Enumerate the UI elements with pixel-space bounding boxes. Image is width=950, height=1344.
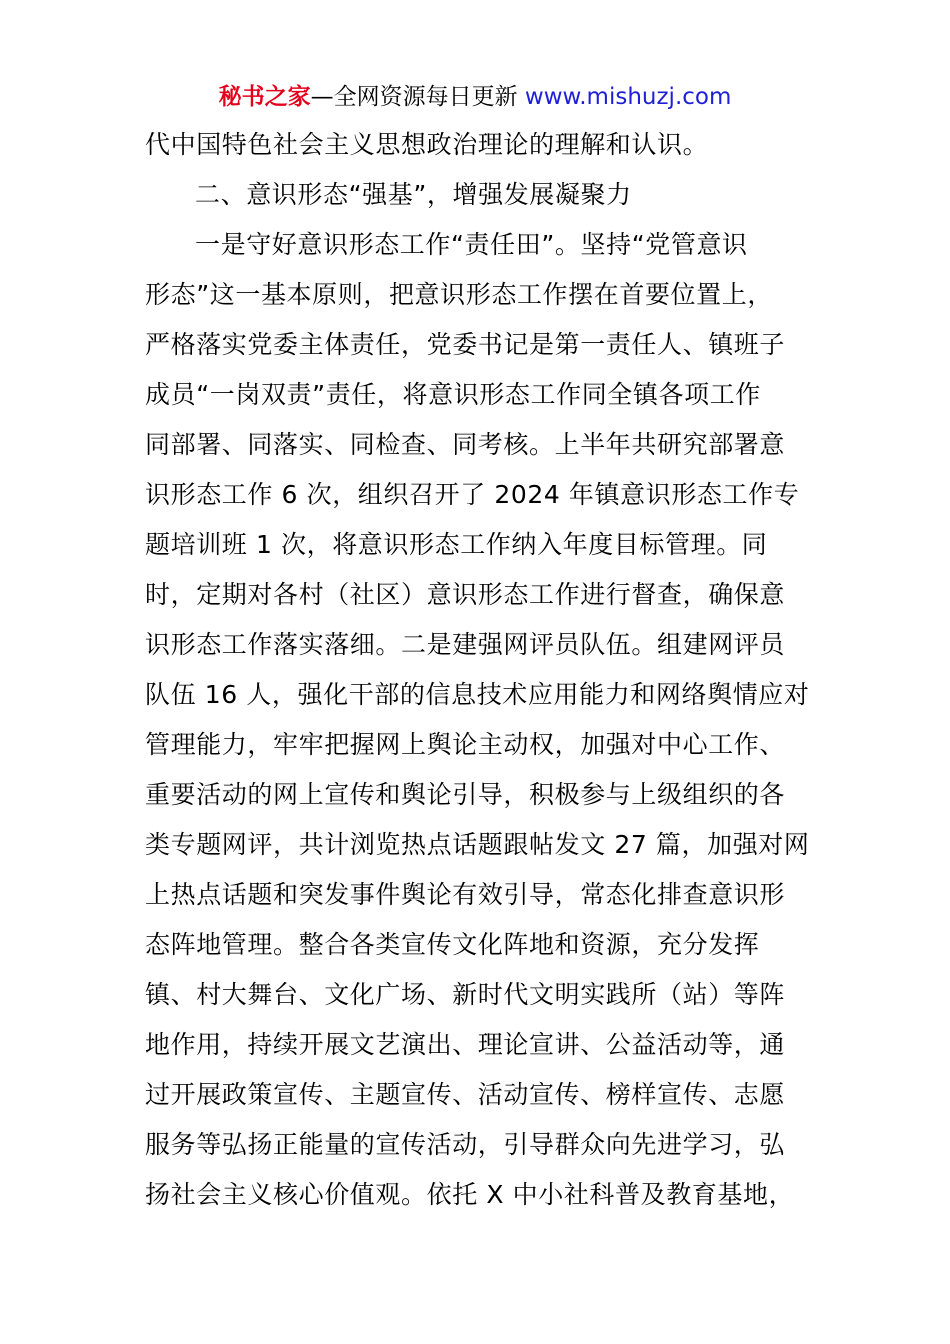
text-line: 同部署、同落实、同检查、同考核。上半年共研究部署意 (145, 430, 786, 459)
site-url[interactable]: www.mishuzj.com (524, 84, 732, 110)
text-line: 时，定期对各村（社区）意识形态工作进行督查，确保意 (145, 580, 786, 609)
text-line: 类专题网评，共计浏览热点话题跟帖发文 27 篇，加强对网 (145, 830, 810, 859)
brand-name: 秘书之家 (218, 84, 311, 110)
page-header (0, 80, 950, 114)
text-line: 镇、村大舞台、文化广场、新时代文明实践所（站）等阵 (145, 980, 786, 1009)
paragraph-start-line: 一是守好意识形态工作“责任田”。坚持“党管意识 (195, 230, 748, 259)
text-line: 成员“一岗双责”责任，将意识形态工作同全镇各项工作 (145, 380, 761, 409)
section-heading: 二、意识形态“强基”，增强发展凝聚力 (195, 180, 632, 209)
text-line: 过开展政策宣传、主题宣传、活动宣传、榜样宣传、志愿 (145, 1080, 786, 1109)
text-line: 形态”这一基本原则，把意识形态工作摆在首要位置上， (145, 280, 773, 309)
text-line: 服务等弘扬正能量的宣传活动，引导群众向先进学习，弘 (145, 1130, 786, 1159)
text-line: 态阵地管理。整合各类宣传文化阵地和资源，充分发挥 (145, 930, 760, 959)
text-line: 识形态工作落实落细。二是建强网评员队伍。组建网评员 (145, 630, 786, 659)
text-line: 地作用，持续开展文艺演出、理论宣讲、公益活动等，通 (145, 1030, 786, 1059)
header-tagline: —全网资源每日更新 (310, 84, 525, 110)
text-line: 代中国特色社会主义思想政治理论的理解和认识。 (145, 130, 709, 159)
text-line: 重要活动的网上宣传和舆论引导，积极参与上级组织的各 (145, 780, 786, 809)
document-body (145, 127, 815, 1227)
text-line: 严格落实党委主体责任，党委书记是第一责任人、镇班子 (145, 330, 786, 359)
text-line: 识形态工作 6 次，组织召开了 2024 年镇意识形态工作专 (145, 480, 800, 509)
text-line: 题培训班 1 次，将意识形态工作纳入年度目标管理。同 (145, 530, 768, 559)
text-line: 扬社会主义核心价值观。依托 X 中小社科普及教育基地， (145, 1180, 795, 1209)
text-line: 管理能力，牢牢把握网上舆论主动权，加强对中心工作、 (145, 730, 786, 759)
text-line: 上热点话题和突发事件舆论有效引导，常态化排查意识形 (145, 880, 786, 909)
text-line: 队伍 16 人，强化干部的信息技术应用能力和网络舆情应对 (145, 680, 810, 709)
